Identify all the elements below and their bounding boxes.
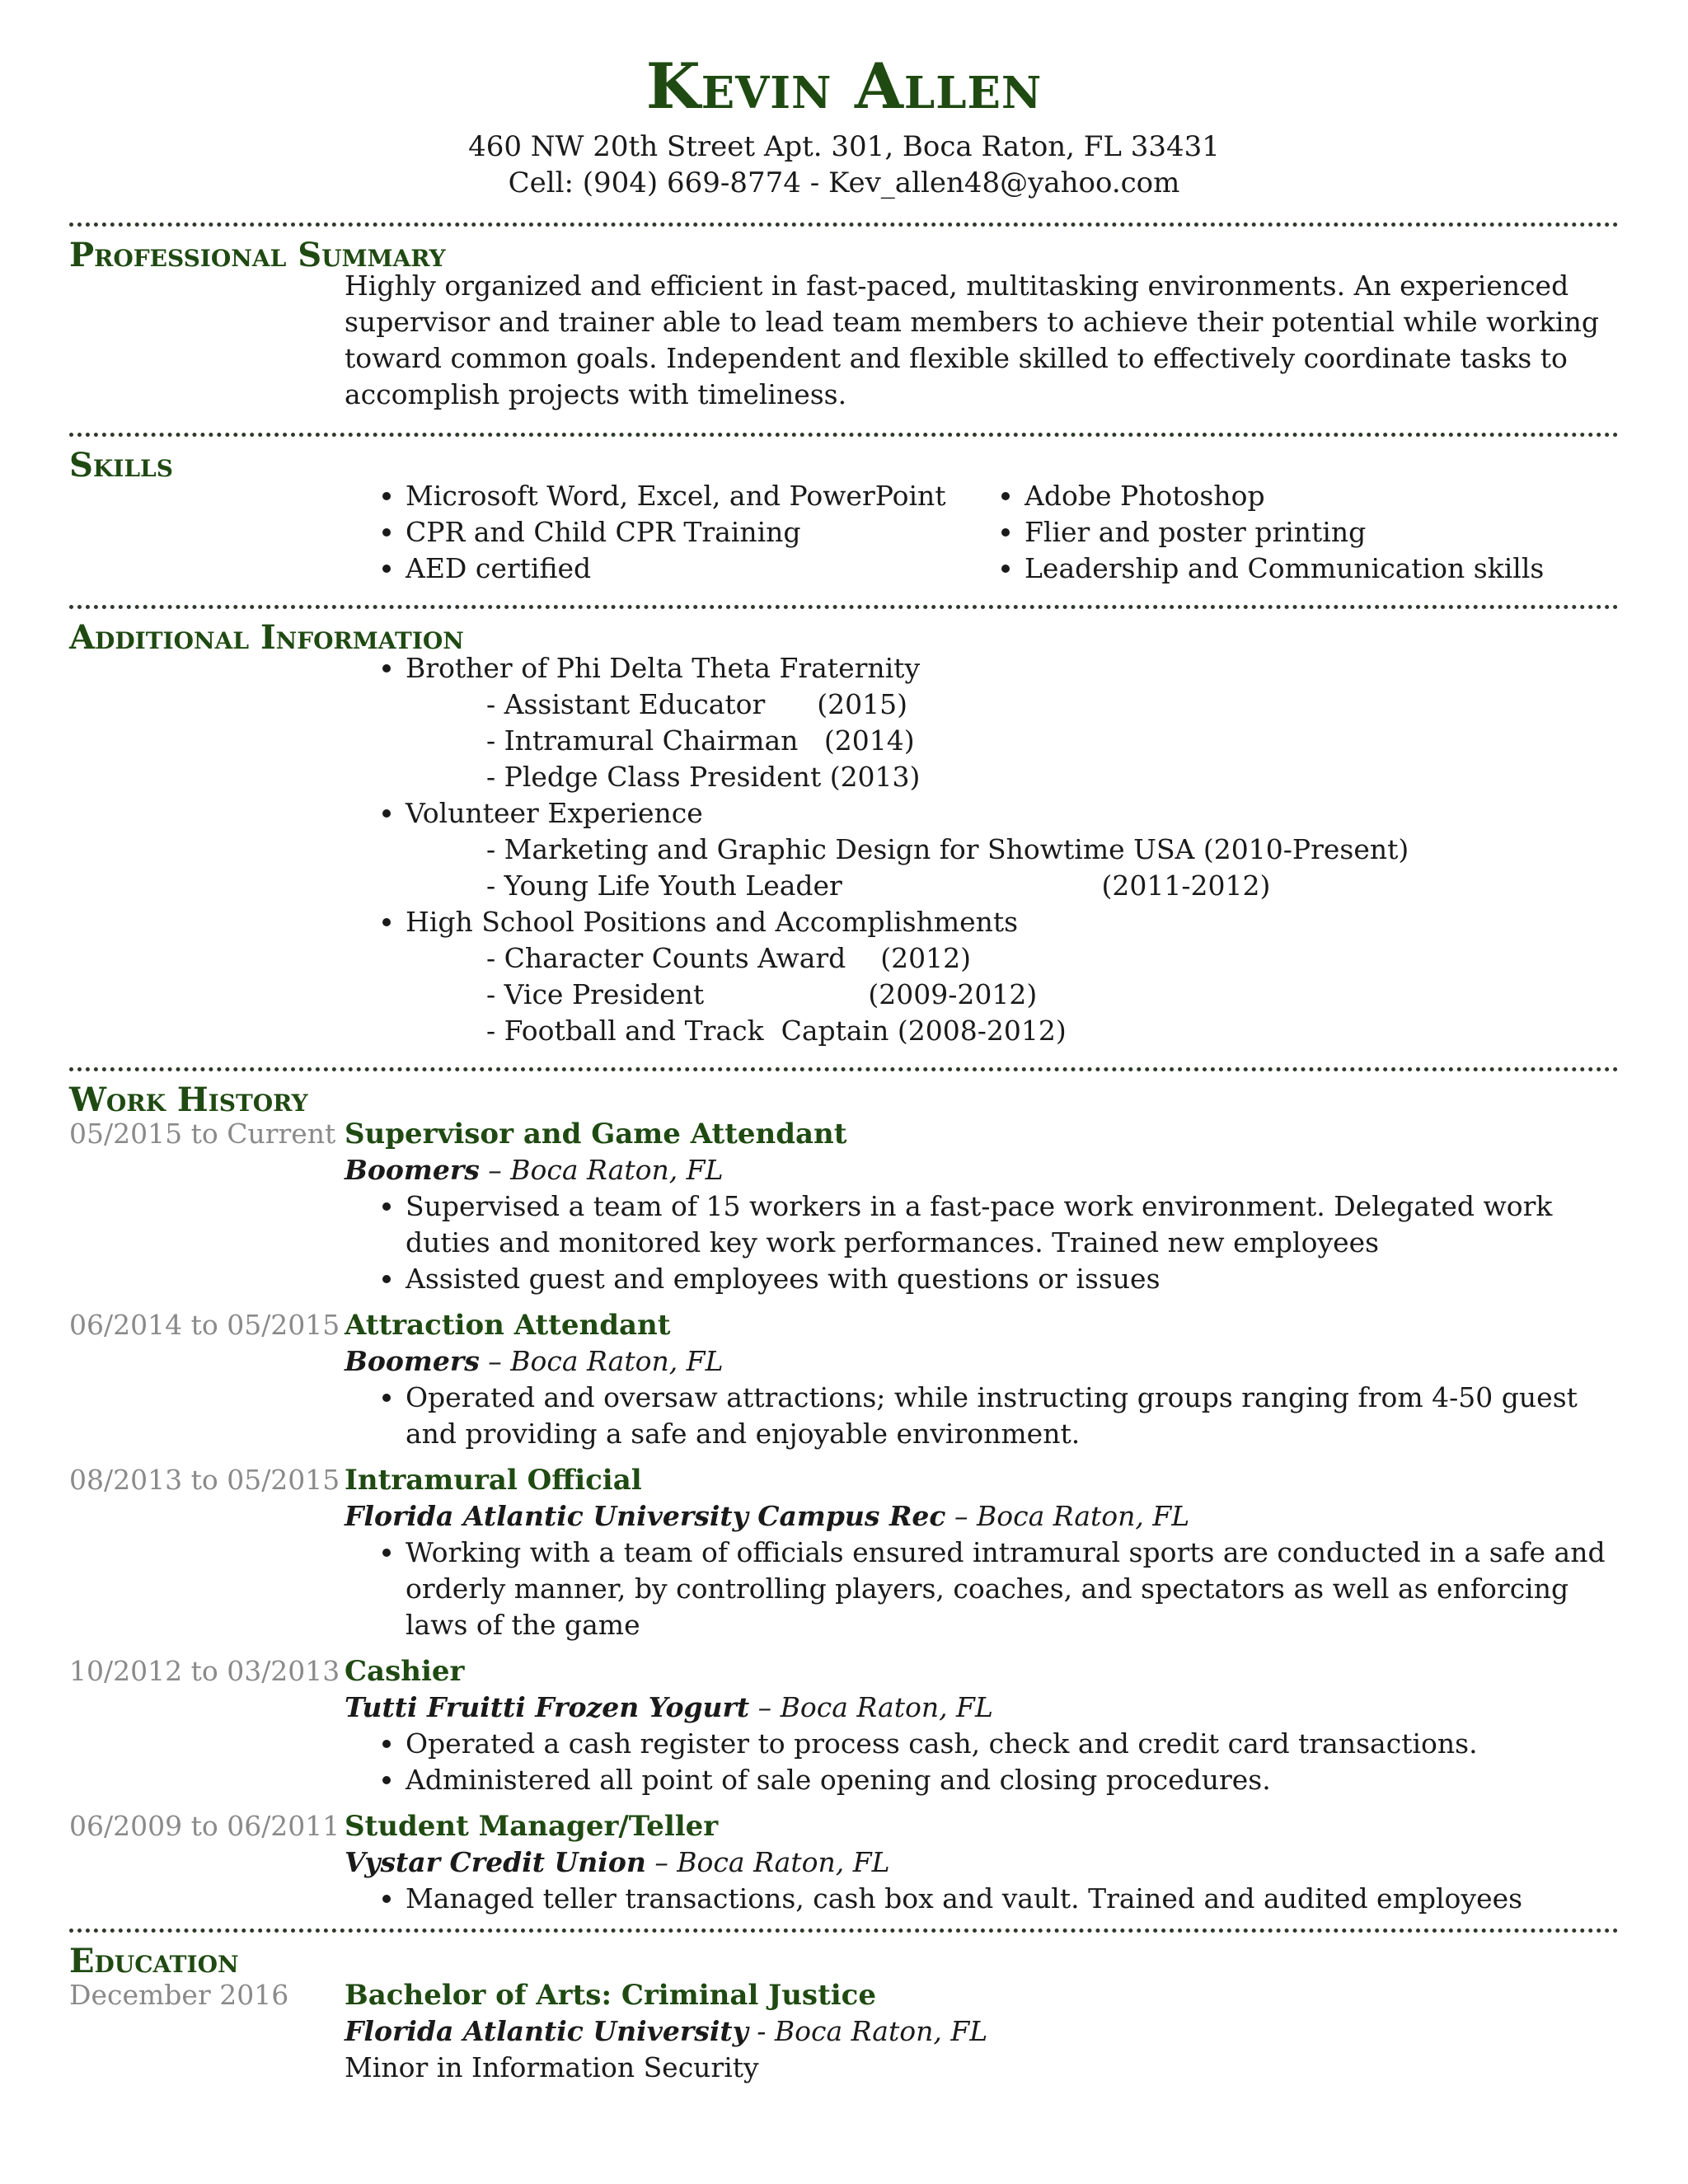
summary-section [69, 237, 1619, 413]
additional-group-label: Brother of Phi Delta Theta Fraternity [381, 650, 1619, 687]
job-bullet: Working with a team of officials ensured intramural sports are conducted in a safe and orderly manner, by controlling players, coaches, and spectators as well as enforcing laws of the game [381, 1535, 1619, 1643]
skills-column-left [381, 478, 1000, 587]
skills-column-right [1000, 478, 1619, 587]
education-entry [69, 1977, 1619, 2086]
candidate-name: Kevin Allen [645, 49, 1043, 123]
job-date: 05/2015 to Current [69, 1118, 336, 1150]
address-line: 460 NW 20th Street Apt. 301, Boca Raton, FL 33431 [468, 130, 1220, 163]
additional-sublist [486, 940, 1619, 1049]
additional-subitem: - Vice President (2009-2012) [486, 978, 1038, 1010]
job-company: Florida Atlantic University Campus Rec [345, 1500, 946, 1532]
job-bullets [381, 1726, 1619, 1798]
skills-grid [381, 478, 1619, 587]
job-bullet: Supervised a team of 15 workers in a fast-pace work environment. Delegated work duties and monitored key work performances. Trained new employees [381, 1188, 1619, 1261]
skill-item: Microsoft Word, Excel, and PowerPoint [381, 478, 1000, 514]
job-company: Boomers [345, 1345, 480, 1377]
skill-item: CPR and Child CPR Training [381, 514, 1000, 551]
job-bullet: Assisted guest and employees with questions or issues [381, 1261, 1619, 1297]
additional-subitem: - Young Life Youth Leader (2011-2012) [486, 869, 1271, 902]
summary-text: Highly organized and efficient in fast-paced, multitasking environments. An experienced supervisor and trainer able to lead team members to achieve their potential while working toward common goals. Independent and flexible skilled to effectively coordinate tasks to accomplish projects with timeliness. [345, 269, 1599, 410]
summary-heading: Professional Summary [69, 236, 446, 274]
job-location: – Boca Raton, FL [645, 1846, 890, 1878]
section-divider [69, 1929, 1619, 1933]
section-divider [69, 1067, 1619, 1071]
skill-item: Flier and poster printing [1000, 514, 1619, 551]
education-degree: Bachelor of Arts: Criminal Justice [345, 1979, 877, 2012]
job-company-line [345, 1844, 1619, 1881]
job-date: 10/2012 to 03/2013 [69, 1655, 340, 1687]
education-school-line [345, 2013, 1619, 2050]
job-entry [69, 1116, 1619, 1297]
additional-subitem: - Pledge Class President (2013) [486, 761, 921, 793]
job-company: Boomers [345, 1154, 480, 1186]
education-section [69, 1943, 1619, 2086]
education-minor: Minor in Information Security [345, 2051, 759, 2083]
skill-item: Adobe Photoshop [1000, 478, 1619, 514]
contact-block [69, 129, 1619, 201]
job-company-line [345, 1498, 1619, 1535]
section-divider [69, 605, 1619, 609]
job-bullets [381, 1380, 1619, 1452]
job-location: – Boca Raton, FL [945, 1500, 1190, 1532]
job-location: – Boca Raton, FL [479, 1154, 724, 1186]
job-bullet: Operated and oversaw attractions; while instructing groups ranging from 4-50 guest and providing a safe and enjoyable environment. [381, 1380, 1619, 1452]
job-date: 06/2014 to 05/2015 [69, 1309, 340, 1341]
skills-section [69, 447, 1619, 587]
additional-subitem: - Marketing and Graphic Design for Showtime USA (2010-Present) [486, 833, 1409, 865]
job-title: Intramural Official [345, 1464, 642, 1497]
job-bullet: Operated a cash register to process cash, check and credit card transactions. [381, 1726, 1619, 1762]
work-section [69, 1081, 1619, 1917]
job-date: 08/2013 to 05/2015 [69, 1464, 340, 1496]
education-location: - Boca Raton, FL [748, 2015, 988, 2047]
additional-group-label: High School Positions and Accomplishments [381, 904, 1619, 940]
job-entry [69, 1462, 1619, 1643]
job-company-line [345, 1690, 1619, 1726]
job-bullet: Administered all point of sale opening and closing procedures. [381, 1762, 1619, 1798]
skills-heading: Skills [69, 446, 173, 485]
additional-subitem: - Character Counts Award (2012) [486, 942, 971, 974]
job-title: Supervisor and Game Attendant [345, 1118, 847, 1151]
additional-sublist [486, 687, 1619, 795]
skill-item: AED certified [381, 551, 1000, 587]
job-entry [69, 1307, 1619, 1452]
job-entry [69, 1653, 1619, 1798]
education-date: December 2016 [69, 1979, 289, 2011]
education-heading: Education [69, 1942, 239, 1980]
job-bullets [381, 1535, 1619, 1643]
additional-heading: Additional Information [69, 618, 464, 657]
additional-sublist [486, 832, 1619, 904]
resume-page [69, 49, 1619, 2086]
job-bullets [381, 1881, 1619, 1917]
job-bullet: Managed teller transactions, cash box and vault. Trained and audited employees [381, 1881, 1619, 1917]
job-location: – Boca Raton, FL [479, 1345, 724, 1377]
work-heading: Work History [69, 1080, 308, 1119]
additional-group [381, 795, 1619, 832]
job-location: – Boca Raton, FL [749, 1691, 993, 1723]
additional-list [381, 650, 1619, 1049]
contact-line: Cell: (904) 669-8774 - Kev_allen48@yahoo.com [508, 166, 1180, 199]
skill-item: Leadership and Communication skills [1000, 551, 1619, 587]
job-company: Vystar Credit Union [345, 1846, 646, 1878]
additional-section [69, 619, 1619, 1049]
additional-group [381, 904, 1619, 940]
additional-subitem: - Intramural Chairman (2014) [486, 724, 915, 757]
additional-subitem: - Football and Track Captain (2008-2012) [486, 1015, 1067, 1047]
additional-group [381, 650, 1619, 687]
section-divider [69, 223, 1619, 227]
job-company-line [345, 1152, 1619, 1188]
education-school: Florida Atlantic University [345, 2015, 748, 2047]
additional-subitem: - Assistant Educator (2015) [486, 688, 907, 720]
job-title: Attraction Attendant [345, 1309, 671, 1342]
job-title: Student Manager/Teller [345, 1810, 719, 1843]
job-company: Tutti Fruitti Frozen Yogurt [345, 1691, 750, 1723]
additional-group-label: Volunteer Experience [381, 795, 1619, 832]
job-title: Cashier [345, 1655, 465, 1688]
job-bullets [381, 1188, 1619, 1297]
job-date: 06/2009 to 06/2011 [69, 1810, 340, 1842]
job-entry [69, 1808, 1619, 1917]
job-company-line [345, 1343, 1619, 1380]
section-divider [69, 433, 1619, 437]
